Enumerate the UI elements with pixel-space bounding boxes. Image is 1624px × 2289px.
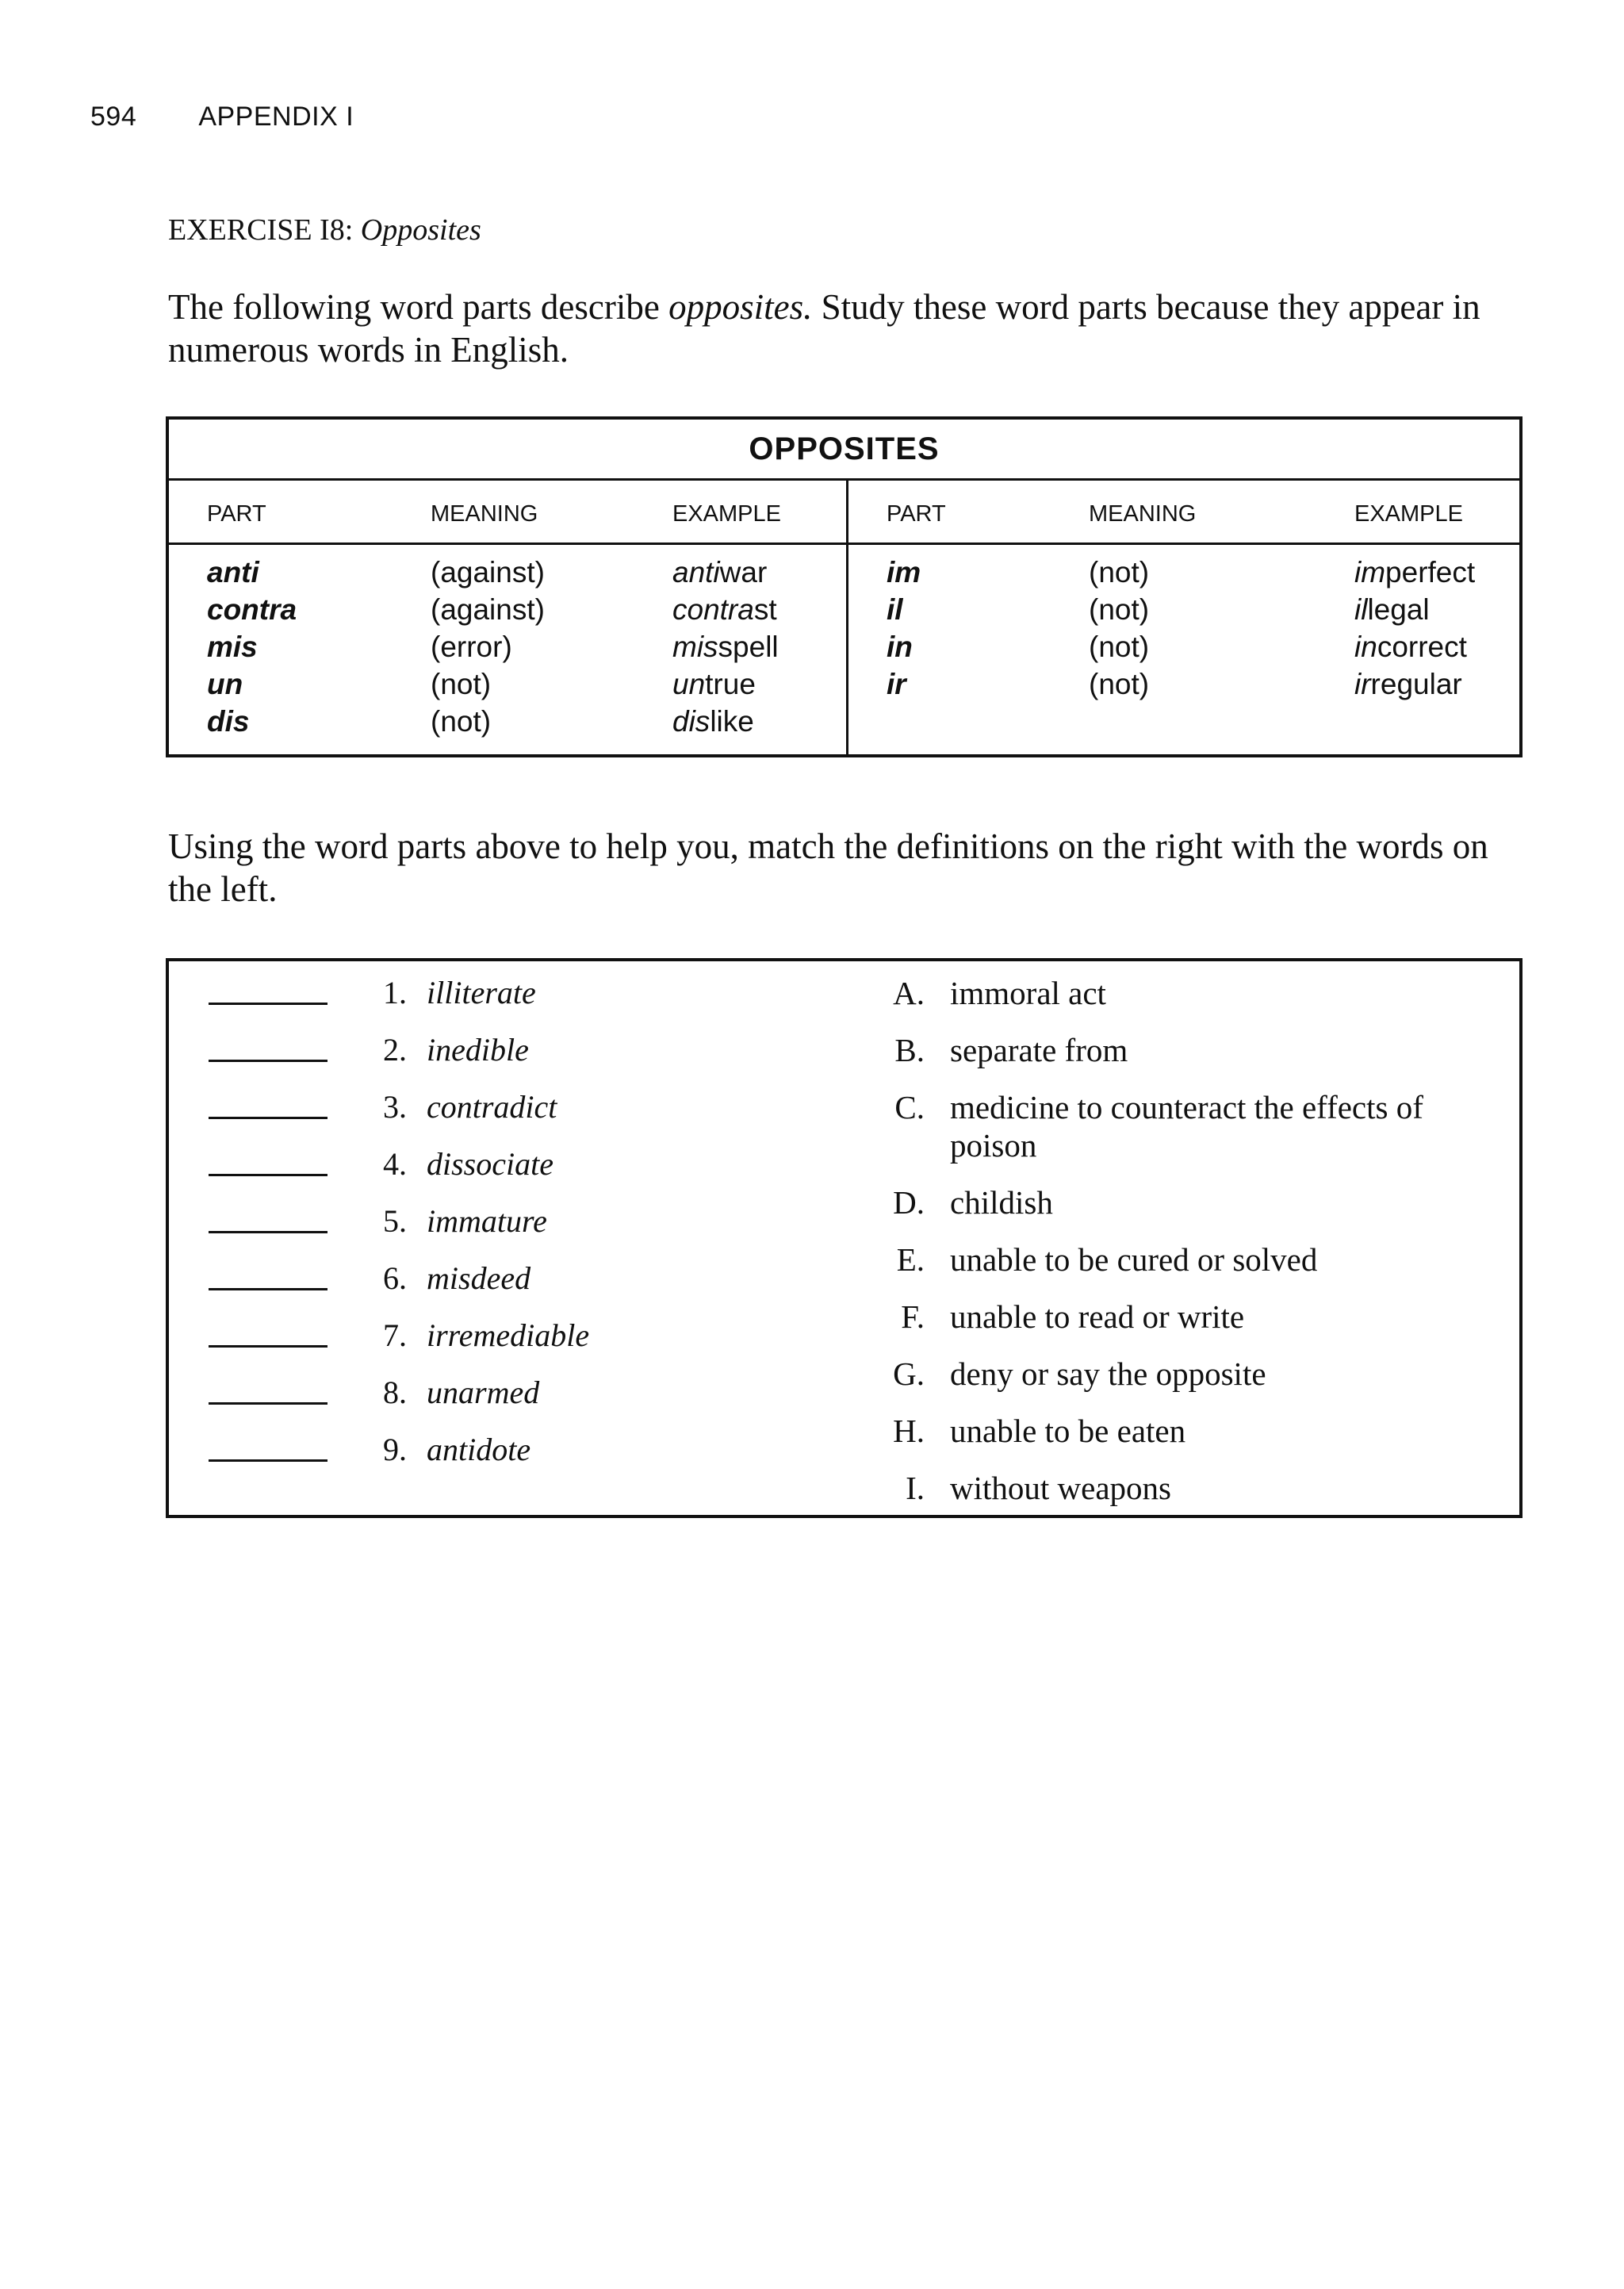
example-prefix: il: [1354, 593, 1368, 626]
item-number: 6.: [383, 1260, 407, 1296]
definition-text: unable to be cured or solved: [950, 1241, 1318, 1278]
answer-blank-5[interactable]: [209, 1231, 327, 1233]
definition-text: without weapons: [950, 1470, 1171, 1506]
item-number: 1.: [383, 975, 407, 1010]
meaning-cell: (not): [1089, 556, 1150, 589]
answer-blank-1[interactable]: [209, 1003, 327, 1005]
section-label: APPENDIX I: [198, 102, 354, 132]
example-prefix: contra: [672, 593, 754, 626]
intro-text-end: Study these word parts because they appear in numerous words in English.: [168, 287, 1480, 370]
item-word: contradict: [427, 1089, 557, 1125]
part-cell: il: [887, 593, 903, 626]
definition-text: unable to be eaten: [950, 1413, 1186, 1449]
example-prefix: dis: [672, 705, 710, 738]
example-rest: st: [753, 593, 777, 626]
col-header-part-2: PART: [887, 501, 946, 527]
definition-letter: I.: [906, 1470, 925, 1506]
meaning-cell: (against): [431, 556, 545, 589]
running-header: [90, 102, 354, 132]
definition-letter: B.: [894, 1032, 925, 1068]
meaning-cell: (not): [1089, 593, 1150, 626]
item-number: 2.: [383, 1032, 407, 1068]
meaning-cell: (not): [1089, 631, 1150, 663]
definition-letter: F.: [901, 1298, 925, 1335]
col-header-meaning-2: MEANING: [1089, 501, 1197, 527]
item-word: antidote: [427, 1432, 531, 1467]
definition-letter: E.: [896, 1241, 925, 1278]
example-cell: [672, 668, 756, 701]
example-prefix: un: [672, 668, 706, 700]
example-prefix: im: [1354, 556, 1386, 589]
item-word: misdeed: [427, 1260, 531, 1296]
part-cell: dis: [207, 705, 250, 738]
item-number: 4.: [383, 1146, 407, 1182]
matching-exercise: [166, 958, 1522, 1518]
example-cell: [1354, 668, 1462, 701]
opposites-table: [166, 416, 1522, 757]
example-prefix: ir: [1354, 668, 1371, 700]
answer-blank-6[interactable]: [209, 1288, 327, 1290]
example-prefix: in: [1354, 631, 1377, 663]
item-word: unarmed: [427, 1375, 540, 1410]
definition-text: unable to read or write: [950, 1298, 1245, 1335]
example-rest: like: [710, 705, 754, 738]
col-header-meaning: MEANING: [431, 501, 538, 527]
definition-letter: A.: [893, 975, 925, 1011]
definition-letter: G.: [893, 1355, 925, 1392]
meaning-cell: (not): [431, 668, 492, 700]
example-rest: legal: [1367, 593, 1430, 626]
exercise-title: [168, 213, 481, 247]
answer-blank-4[interactable]: [209, 1174, 327, 1176]
item-number: 8.: [383, 1375, 407, 1410]
part-cell: un: [207, 668, 243, 700]
intro-text-start: The following word parts describe: [168, 287, 669, 327]
opposites-table-body: [169, 545, 1519, 756]
definition-text: separate from: [950, 1032, 1128, 1068]
part-cell: contra: [207, 593, 297, 626]
meaning-cell: (not): [431, 705, 492, 738]
col-header-part: PART: [207, 501, 266, 527]
definition-letter: C.: [894, 1089, 925, 1125]
answer-blank-8[interactable]: [209, 1402, 327, 1405]
answer-blank-9[interactable]: [209, 1459, 327, 1462]
item-word: inedible: [427, 1032, 529, 1068]
example-cell: [1354, 593, 1430, 627]
part-cell: ir: [887, 668, 906, 700]
meaning-cell: (not): [1089, 668, 1150, 700]
definition-text: childish: [950, 1184, 1053, 1221]
meaning-cell: (error): [431, 631, 512, 663]
col-header-example-2: EXAMPLE: [1354, 501, 1463, 527]
item-word: dissociate: [427, 1146, 553, 1182]
item-number: 5.: [383, 1203, 407, 1239]
example-rest: spell: [718, 631, 779, 663]
answer-blank-3[interactable]: [209, 1117, 327, 1119]
definition-letter: H.: [893, 1413, 925, 1449]
definition-text: immoral act: [950, 975, 1106, 1011]
example-rest: war: [719, 556, 768, 589]
answer-blank-2[interactable]: [209, 1060, 327, 1062]
item-word: immature: [427, 1203, 547, 1239]
example-rest: regular: [1370, 668, 1462, 700]
part-cell: anti: [207, 556, 259, 589]
meaning-cell: (against): [431, 593, 545, 626]
item-number: 7.: [383, 1317, 407, 1353]
item-number: 3.: [383, 1089, 407, 1125]
example-cell: [672, 593, 777, 627]
example-prefix: anti: [672, 556, 720, 589]
example-prefix: mis: [672, 631, 718, 663]
exercise-name: Opposites: [360, 213, 481, 247]
definition-letter: D.: [893, 1184, 925, 1221]
intro-emphasis: opposites.: [668, 287, 813, 327]
opposites-table-header: [169, 481, 1519, 545]
example-cell: [672, 705, 754, 738]
definition-text: medicine to counteract the effects of poison: [950, 1089, 1423, 1164]
opposites-table-title: OPPOSITES: [169, 420, 1519, 481]
part-cell: im: [887, 556, 921, 589]
example-cell: [1354, 631, 1467, 664]
answer-blank-7[interactable]: [209, 1345, 327, 1348]
item-word: illiterate: [427, 975, 536, 1010]
page-number: 594: [90, 102, 137, 132]
col-header-example: EXAMPLE: [672, 501, 781, 527]
example-cell: [672, 556, 767, 589]
definition-text: deny or say the opposite: [950, 1355, 1266, 1392]
example-cell: [672, 631, 779, 664]
exercise-label: EXERCISE I8:: [168, 213, 354, 247]
example-cell: [1354, 556, 1475, 589]
example-rest: perfect: [1385, 556, 1476, 589]
example-rest: true: [705, 668, 756, 700]
part-cell: in: [887, 631, 913, 663]
item-number: 9.: [383, 1432, 407, 1467]
example-rest: correct: [1377, 631, 1467, 663]
instructions-paragraph: Using the word parts above to help you, match the definitions on the right with the words on the left.: [168, 826, 1488, 909]
item-word: irremediable: [427, 1317, 590, 1353]
part-cell: mis: [207, 631, 258, 663]
intro-paragraph: [168, 286, 1532, 371]
